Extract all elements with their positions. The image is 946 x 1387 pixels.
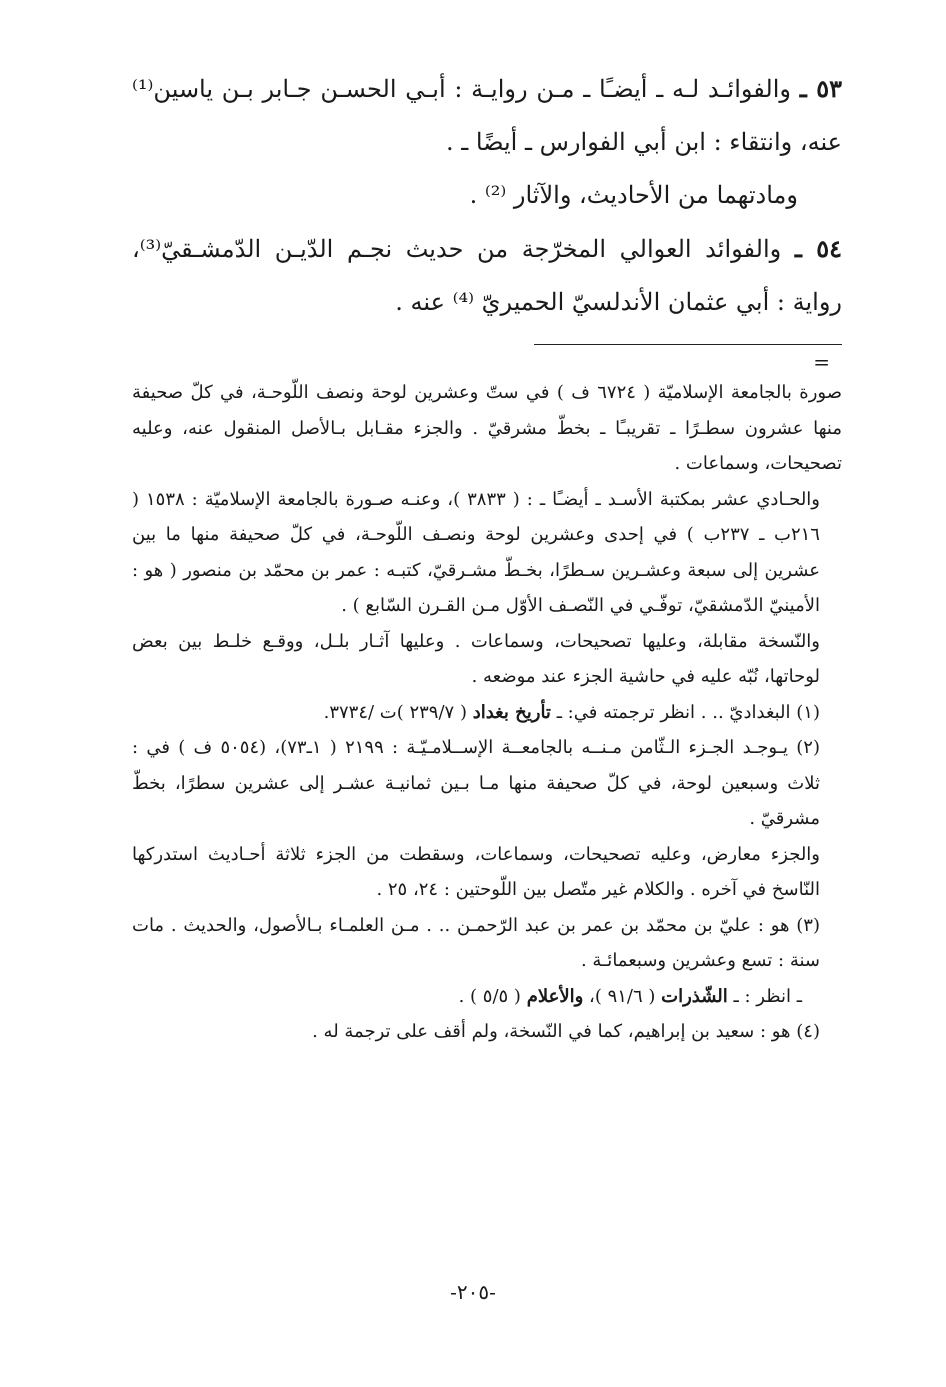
footnote-1-text: (١) البغداديّ .. . انظر ترجمته في: ـ: [556, 701, 820, 723]
footnote-2-continued: والجزء معارض، وعليه تصحيحات، وسماعات، وسقطت من الجزء ثلاثة أحـاديث استدركها النّاسخ في آخره . والكلام غير متّصل بين اللّوحتين : ٢٤، ٢٥ .: [132, 843, 820, 900]
footnote-continued-c: والنّسخة مقابلة، وعليها تصحيحات، وسماعات . وعليها آثـار بلـل، ووقـع خلـط بين بعض لوحاتها، نُبّه عليه في حاشية الجزء عند موضعه .: [132, 630, 820, 687]
footnotes: [132, 351, 842, 1050]
entry-53-number: ٥٣ ـ: [799, 74, 842, 103]
footnote-1-source: تأريخ بغداد: [472, 701, 551, 723]
footnote-2: (٢) يـوجـد الجـزء الـثّامن مـنــه بالجامعــة الإســلامـيّـة : ٢١٩٩ ( ١ـ٧٣)، (٥٠٥٤ ف ) في : ثلاث وسبعين لوحة، في كلّ صحيفة منها مـا بـين ثمانيـة عشـر إلى عشرين سطرًا، بخطّ مشرقيّ .: [132, 737, 821, 829]
footnote-divider: [534, 344, 842, 345]
entry-54-number: ٥٤ ـ: [794, 234, 842, 263]
footnote-continued-a: صورة بالجامعة الإسلاميّة ( ٦٧٢٤ ف ) في ستّ وعشرين لوحة ونصف اللّوحـة، في كلّ صحيفة منها عشرون سطـرًا ـ تقريبـًا ـ بخطّ مشرقيّ . والجزء مقـابل بـالأصل المنقول عنه، وعليه تصحيحات، وسماعات .: [132, 382, 842, 474]
entry-53: [132, 62, 842, 169]
entry-53-continuation: ومادتهما من الأحاديث، والآثار ⁽²⁾ .: [469, 181, 798, 209]
entry-53-text: والفوائـد لـه ـ أيضـًا ـ مـن روايـة : أبـي الحسـن جـابر بـن ياسين⁽¹⁾ عنه، وانتقاء : ابن أبي الفوارس ـ أيضًا ـ .: [132, 75, 842, 156]
footnote-3-sources: [132, 979, 842, 1015]
page-number: -٢٠٥-: [450, 1280, 496, 1304]
footnote-1-ref: ( ٢٣٩/٧ )ت /٣٧٣٤.: [323, 701, 467, 723]
page-body: [132, 62, 842, 1362]
footnote-3-source-1: الشّذرات: [661, 985, 728, 1007]
footnote-4: (٤) هو : سعيد بن إبراهيم، كما في النّسخة، ولم أقف على ترجمة له .: [312, 1021, 820, 1042]
footnote-continued-b: والحـادي عشر بمكتبة الأسـد ـ أيضـًا ـ : ( ٣٨٣٣ )، وعنـه صـورة بالجامعة الإسلاميّة : ١٥٣٨ ( ٢١٦ب ـ ٢٣٧ب ) في إحدى وعشرين لوحة ونصـف اللّوحـة، في كلّ صحيفة منها ما بين عشرين إلى سبعة وعشـرين سـطرًا، بخـطّ مشـرقيّ، كتبـه : عمر بن محمّد بن منصور ( هو : الأمينيّ الدّمشقيّ، توفّـي في النّصـف الأوّل مـن القـرن السّابع ) .: [132, 488, 820, 616]
footnote-3-ref-2: ( ٥/٥ ) .: [458, 985, 521, 1007]
main-text: [132, 62, 842, 329]
footnote-3-ref-1: ( ٩١/٦ )،: [589, 985, 656, 1007]
footnote-3: (٣) هو : عليّ بن محمّد بن عمر بن عبد الرّحمـن .. . مـن العلمـاء بـالأصول، والحديث . مات سنة : تسع وعشرين وسبعمائـة .: [132, 914, 820, 971]
footnote-3-see: ـ انظر : ـ: [733, 985, 802, 1007]
footnote-1: [132, 695, 842, 731]
continuation-mark: =: [813, 350, 830, 374]
entry-54: [132, 222, 842, 329]
footnote-3-source-2: والأعلام: [526, 985, 584, 1007]
entry-54-text: والفوائد العوالي المخرّجة من حديث نجـم الدّيـن الدّمشـقيّ⁽³⁾، رواية : أبي عثمان الأندلسيّ الحميريّ ⁽⁴⁾ عنه .: [132, 235, 842, 316]
